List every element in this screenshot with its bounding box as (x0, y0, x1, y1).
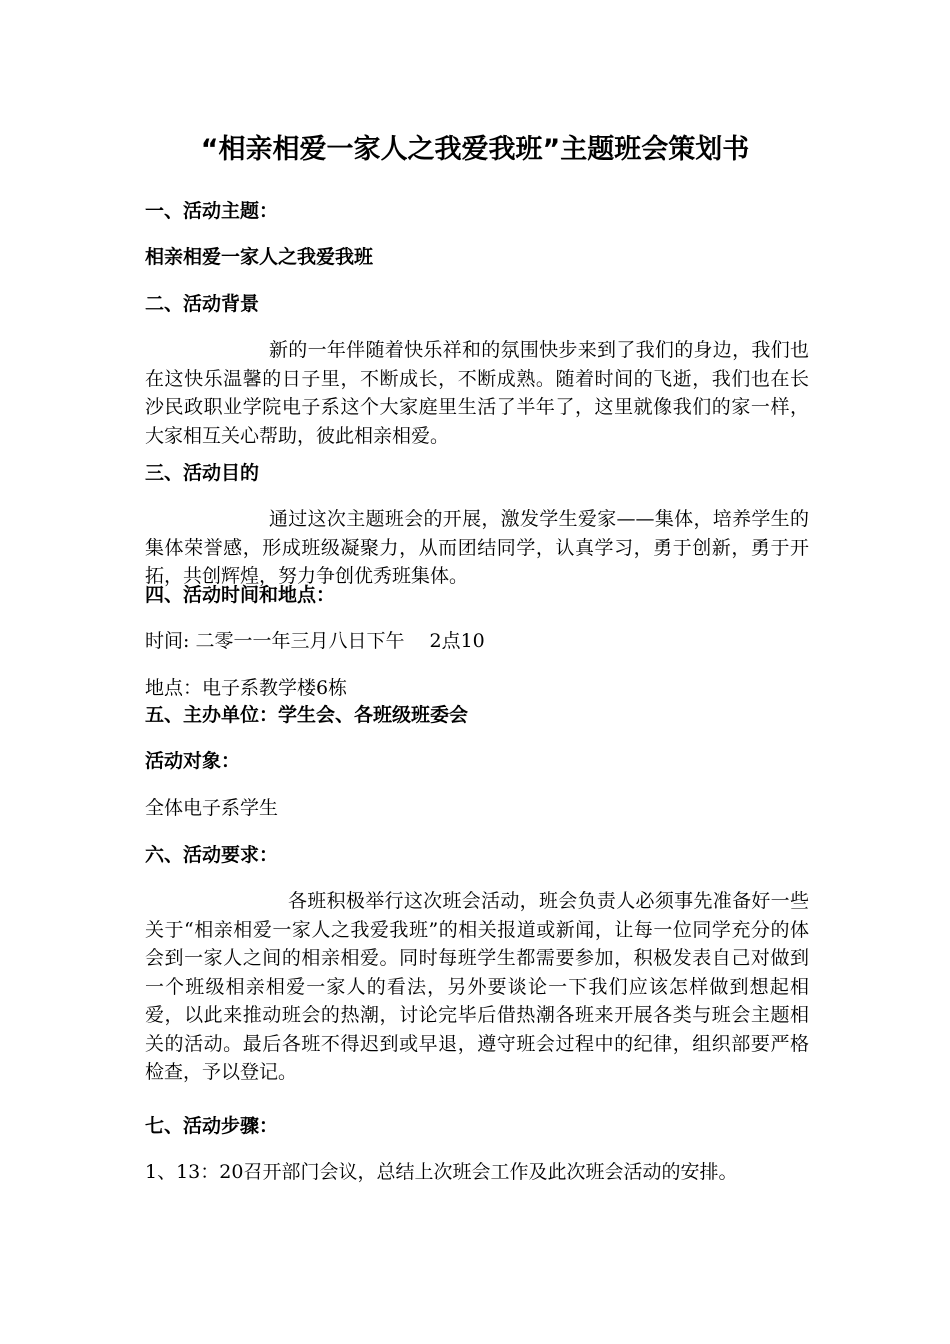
section-heading-steps: 七、活动步骤： (145, 1115, 279, 1137)
requirements-paragraph: 各班积极举行这次班会活动，班会负责人必须事先准备好一些关于“相亲相爱一家人之我爱我班”的相关报道或新闻，让每一位同学充分的体会到一家人之间的相亲相爱。同时每班学生都需要参加，积极发表自己对做到一个班级相亲相爱一家人的看法，另外要谈论一下我们应该怎样做到想起相爱，以此来推动班会的热潮，讨论完毕后借热潮各班来开展各类与班会主题相关的活动。最后各班不得迟到或早退，遵守班会过程中的纪律，组织部要严格检查，予以登记。 (145, 890, 809, 1083)
place-text: 地点：电子系教学楼6栋 (145, 677, 348, 699)
audience-text: 全体电子系学生 (145, 797, 279, 819)
time-text: 时间: 二零一一年三月八日下午 2点10 (145, 630, 485, 652)
section-heading-theme: 一、活动主题： (145, 200, 279, 222)
section-heading-background: 二、活动背景 (145, 293, 260, 315)
background-paragraph: 新的一年伴随着快乐祥和的氛围快步来到了我们的身边，我们也在这快乐温馨的日子里，不断成长，不断成熟。随着时间的飞逝，我们也在长沙民政职业学院电子系这个大家庭里生活了半年了，这里就像我们的家一样，大家相互关心帮助，彼此相亲相爱。 (145, 339, 809, 447)
section-heading-purpose: 三、活动目的 (145, 462, 260, 484)
section-heading-time-place: 四、活动时间和地点： (145, 584, 336, 606)
audience-heading: 活动对象： (145, 750, 241, 772)
theme-text: 相亲相爱一家人之我爱我班 (145, 246, 374, 268)
section-heading-requirements: 六、活动要求： (145, 844, 279, 866)
page-title: “相亲相爱一家人之我爱我班”主题班会策划书 (200, 134, 750, 165)
step-item-1: 1、13：20召开部门会议，总结上次班会工作及此次班会活动的安排。 (145, 1161, 738, 1183)
purpose-paragraph: 通过这次主题班会的开展，激发学生爱家——集体，培养学生的集体荣誉感，形成班级凝聚力，从而团结同学，认真学习，勇于创新，勇于开拓，共创辉煌，努力争创优秀班集体。 (145, 508, 809, 587)
section-heading-organizer: 五、主办单位：学生会、各班级班委会 (145, 704, 469, 726)
